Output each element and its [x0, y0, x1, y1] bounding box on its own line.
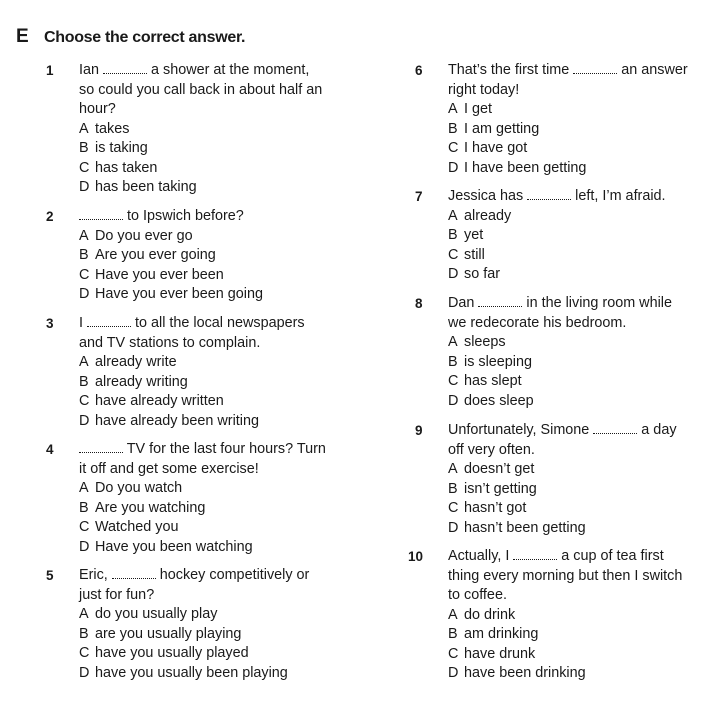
- question-text-line: [448, 187, 666, 207]
- option-letter: A: [448, 101, 458, 117]
- option-text: do you usually play: [95, 606, 218, 622]
- option-text: have already been writing: [95, 412, 259, 429]
- option-text: sleeps: [464, 334, 506, 350]
- option-letter: A: [79, 480, 89, 496]
- option-letter: D: [79, 179, 90, 195]
- option-text: I have been getting: [464, 159, 587, 176]
- answer-option-a[interactable]: [79, 353, 305, 373]
- option-text: do drink: [464, 606, 516, 623]
- answer-blank[interactable]: [573, 62, 617, 74]
- question-text: left, I’m afraid.: [571, 188, 666, 204]
- option-text: am drinking: [464, 626, 539, 642]
- answer-blank[interactable]: [112, 567, 156, 579]
- answer-blank[interactable]: [79, 441, 123, 453]
- answer-option-d[interactable]: [448, 265, 666, 285]
- answer-option-b[interactable]: [79, 139, 322, 159]
- question-7: [415, 187, 666, 285]
- question-text-line: [79, 61, 322, 81]
- question-text-line: [79, 460, 326, 480]
- option-letter: D: [448, 392, 459, 409]
- option-text: isn’t getting: [464, 480, 537, 497]
- option-text: Watched you: [95, 519, 179, 535]
- question-text: to all the local newspapers: [131, 315, 305, 331]
- option-text: have drunk: [464, 645, 536, 662]
- question-text-line: [79, 440, 326, 460]
- question-text-line: [448, 314, 672, 334]
- question-9: [415, 421, 677, 538]
- question-text: a shower at the moment,: [147, 62, 310, 78]
- option-text: Have you ever been: [95, 266, 224, 283]
- option-letter: B: [448, 353, 458, 370]
- answer-option-c[interactable]: [448, 645, 682, 665]
- question-text: That’s the first time: [448, 62, 574, 78]
- option-letter: D: [448, 665, 459, 681]
- question-text: hour?: [79, 101, 116, 117]
- answer-blank[interactable]: [79, 208, 123, 220]
- question-text: I: [79, 315, 87, 331]
- answer-blank[interactable]: [513, 548, 557, 560]
- answer-option-d[interactable]: [79, 285, 263, 305]
- answer-option-c[interactable]: [79, 392, 305, 412]
- option-letter: A: [79, 227, 89, 244]
- answer-option-c[interactable]: [79, 266, 263, 286]
- answer-option-d[interactable]: [79, 178, 322, 198]
- question-text-line: [79, 81, 322, 101]
- answer-option-a[interactable]: [448, 333, 672, 353]
- question-text-line: [448, 294, 672, 314]
- question-number: 10: [408, 549, 424, 564]
- option-text: have you usually been playing: [95, 664, 288, 681]
- answer-option-b[interactable]: [448, 226, 666, 246]
- question-number: 4: [46, 442, 54, 457]
- option-text: yet: [464, 227, 484, 243]
- answer-blank[interactable]: [103, 62, 147, 74]
- answer-option-d[interactable]: [448, 392, 672, 412]
- option-letter: B: [448, 227, 458, 243]
- section-letter: E: [16, 26, 29, 47]
- answer-option-d[interactable]: [79, 664, 309, 684]
- answer-option-a[interactable]: [448, 606, 682, 626]
- answer-option-b[interactable]: [448, 625, 682, 645]
- question-number: 6: [415, 63, 423, 78]
- question-text: Jessica has: [448, 188, 528, 204]
- option-text: so far: [464, 266, 500, 282]
- option-letter: B: [79, 373, 89, 390]
- answer-option-b[interactable]: [79, 625, 309, 645]
- question-text: an answer: [617, 62, 688, 78]
- option-text: I have got: [464, 140, 528, 156]
- section-header: [16, 26, 245, 48]
- option-letter: D: [448, 159, 459, 176]
- answer-blank[interactable]: [527, 188, 571, 200]
- question-text-line: [79, 566, 309, 586]
- question-text: Eric,: [79, 567, 112, 583]
- option-text: I get: [464, 101, 493, 117]
- answer-option-b[interactable]: [448, 120, 688, 140]
- question-text: to coffee.: [448, 587, 507, 603]
- answer-option-a[interactable]: [79, 120, 322, 140]
- question-5: [46, 566, 310, 683]
- option-letter: C: [448, 645, 459, 662]
- answer-option-c[interactable]: [79, 518, 326, 538]
- option-text: have already written: [95, 393, 224, 409]
- answer-option-d[interactable]: [448, 664, 682, 684]
- question-text: hockey competitively or: [155, 567, 310, 583]
- question-number: 1: [46, 63, 54, 78]
- answer-blank[interactable]: [478, 295, 522, 307]
- question-text-line: [448, 567, 682, 587]
- answer-blank[interactable]: [87, 315, 131, 327]
- option-text: does sleep: [464, 392, 534, 409]
- option-letter: A: [79, 606, 89, 622]
- option-text: still: [464, 246, 485, 263]
- option-text: has taken: [95, 159, 158, 176]
- question-text-line: [448, 547, 682, 567]
- option-text: Have you been watching: [95, 538, 253, 555]
- option-text: Do you watch: [95, 480, 183, 496]
- answer-option-c[interactable]: [448, 246, 666, 266]
- option-text: Are you watching: [95, 499, 206, 516]
- option-letter: B: [79, 140, 89, 156]
- option-text: hasn’t got: [464, 500, 527, 516]
- answer-option-c[interactable]: [79, 644, 309, 664]
- section-title: Choose the correct answer.: [44, 29, 246, 46]
- option-letter: D: [79, 412, 90, 429]
- answer-option-b[interactable]: [448, 480, 677, 500]
- option-text: Do you ever go: [95, 227, 193, 244]
- option-text: hasn’t been getting: [464, 519, 586, 536]
- option-letter: D: [79, 286, 90, 302]
- option-text: have been drinking: [464, 665, 586, 681]
- question-text-line: [79, 586, 309, 606]
- question-text-line: [448, 81, 688, 101]
- question-1: [46, 61, 323, 198]
- question-4: [46, 440, 326, 557]
- answer-option-a[interactable]: [79, 227, 263, 247]
- option-letter: B: [448, 626, 458, 642]
- answer-option-b[interactable]: [448, 353, 672, 373]
- answer-option-d[interactable]: [79, 538, 326, 558]
- question-text: so could you call back in about half an: [79, 81, 323, 98]
- option-letter: B: [448, 120, 458, 137]
- answer-option-d[interactable]: [448, 159, 688, 179]
- question-3: [46, 314, 305, 431]
- option-letter: C: [448, 140, 459, 156]
- option-letter: C: [79, 645, 90, 661]
- question-number: 3: [46, 316, 54, 331]
- question-text: to Ipswich before?: [123, 208, 244, 224]
- option-letter: C: [79, 393, 90, 409]
- option-text: are you usually playing: [95, 625, 242, 642]
- question-text: Actually, I: [448, 548, 514, 564]
- answer-option-b[interactable]: [79, 373, 305, 393]
- option-letter: C: [79, 519, 90, 535]
- question-text: just for fun?: [79, 586, 155, 603]
- question-text: in the living room while: [522, 295, 672, 311]
- question-text: right today!: [448, 81, 520, 98]
- option-letter: D: [79, 664, 90, 681]
- question-text-line: [448, 421, 677, 441]
- question-2: [46, 207, 264, 305]
- option-text: have you usually played: [95, 645, 249, 661]
- option-letter: B: [79, 625, 89, 642]
- option-letter: D: [448, 519, 459, 536]
- answer-option-a[interactable]: [448, 100, 688, 120]
- option-letter: A: [79, 354, 89, 370]
- option-text: takes: [95, 120, 130, 137]
- option-letter: A: [448, 334, 458, 350]
- question-6: [415, 61, 688, 178]
- question-text-line: [79, 314, 305, 334]
- option-text: already writing: [95, 373, 188, 390]
- question-text-line: [79, 334, 305, 354]
- option-text: is taking: [95, 140, 148, 156]
- question-text: Dan: [448, 295, 479, 311]
- option-letter: A: [79, 120, 89, 137]
- question-number: 2: [46, 209, 54, 224]
- option-text: already write: [95, 354, 177, 370]
- answer-blank[interactable]: [593, 422, 637, 434]
- question-text: Unfortunately, Simone: [448, 422, 594, 438]
- question-text-line: [448, 441, 677, 461]
- question-number: 5: [46, 568, 54, 583]
- question-number: 7: [415, 189, 423, 204]
- answer-option-b[interactable]: [79, 499, 326, 519]
- answer-option-a[interactable]: [448, 207, 666, 227]
- option-letter: C: [448, 246, 459, 263]
- question-10: [408, 547, 683, 684]
- answer-option-c[interactable]: [79, 159, 322, 179]
- option-letter: D: [79, 538, 90, 555]
- answer-option-c[interactable]: [448, 499, 677, 519]
- question-text: TV for the last four hours? Turn: [123, 441, 326, 457]
- option-text: is sleeping: [464, 353, 532, 370]
- question-text: we redecorate his bedroom.: [448, 314, 627, 331]
- question-number: 9: [415, 423, 423, 438]
- question-text: and TV stations to complain.: [79, 334, 261, 351]
- option-letter: C: [448, 373, 459, 389]
- option-letter: C: [79, 159, 90, 176]
- answer-option-a[interactable]: [79, 605, 309, 625]
- option-text: already: [464, 207, 512, 224]
- question-text: a day: [637, 422, 677, 438]
- option-text: doesn’t get: [464, 461, 535, 477]
- answer-option-d[interactable]: [448, 519, 677, 539]
- option-letter: A: [448, 606, 458, 623]
- option-letter: C: [79, 266, 90, 283]
- question-text-line: [448, 61, 688, 81]
- option-letter: B: [448, 480, 458, 497]
- answer-option-a[interactable]: [448, 460, 677, 480]
- option-letter: C: [448, 500, 459, 516]
- question-text-line: [448, 586, 682, 606]
- answer-option-c[interactable]: [448, 139, 688, 159]
- option-text: Have you ever been going: [95, 286, 264, 302]
- option-letter: A: [448, 207, 458, 224]
- option-letter: D: [448, 266, 459, 282]
- option-text: I am getting: [464, 120, 540, 137]
- question-text: off very often.: [448, 441, 535, 458]
- option-text: has slept: [464, 373, 522, 389]
- answer-option-b[interactable]: [79, 246, 263, 266]
- question-text: Ian: [79, 62, 104, 78]
- option-letter: B: [79, 247, 89, 263]
- answer-option-d[interactable]: [79, 412, 305, 432]
- question-text: thing every morning but then I switch: [448, 567, 683, 584]
- answer-option-a[interactable]: [79, 479, 326, 499]
- question-text-line: [79, 207, 263, 227]
- option-text: has been taking: [95, 179, 197, 195]
- question-text: a cup of tea first: [557, 548, 664, 564]
- answer-option-c[interactable]: [448, 372, 672, 392]
- option-text: Are you ever going: [95, 247, 216, 263]
- question-text-line: [79, 100, 322, 120]
- option-letter: A: [448, 461, 458, 477]
- question-text: it off and get some exercise!: [79, 460, 259, 477]
- option-letter: B: [79, 499, 89, 516]
- question-number: 8: [415, 296, 423, 311]
- question-8: [415, 294, 672, 411]
